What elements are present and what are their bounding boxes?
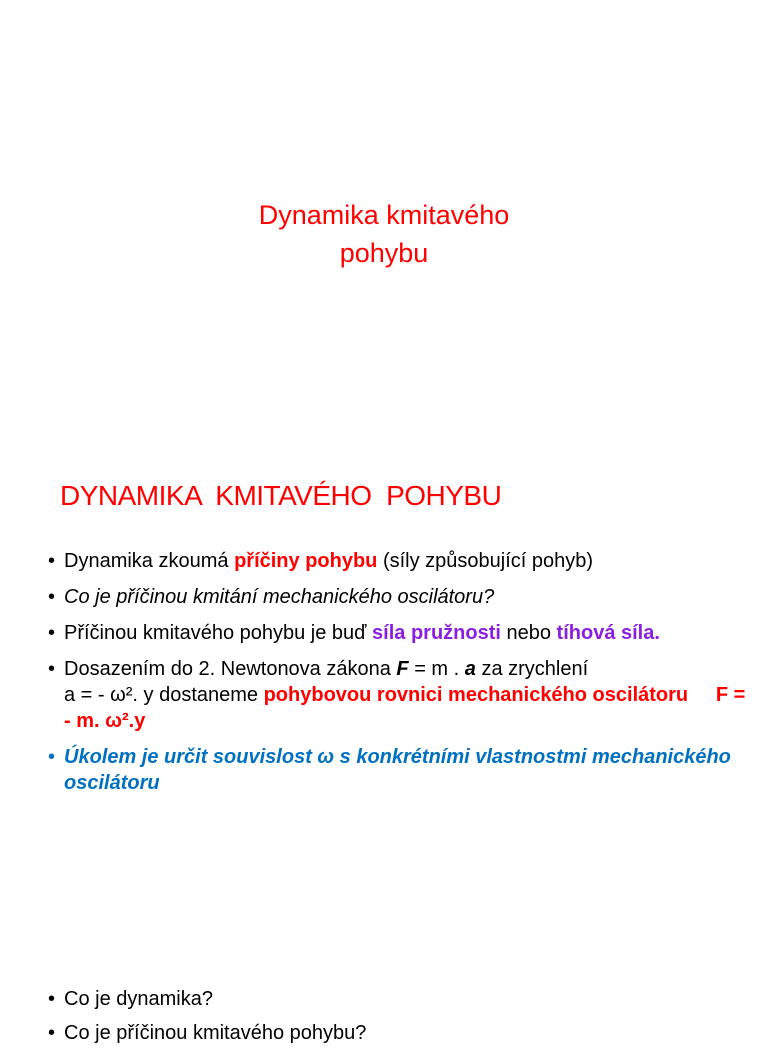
- slide-title: [0, 0, 768, 430]
- slide-content: [0, 430, 768, 950]
- bullet-text: Co je dynamika?: [64, 988, 213, 1010]
- bullet-text: (síly způsobující pohyb): [377, 550, 594, 572]
- highlight-red: pohybovou rovnici mechanického oscilátoru F = - m. ω².y: [64, 684, 751, 732]
- bullet-item: [46, 620, 746, 646]
- slide-heading: DYNAMIKA KMITAVÉHO POHYBU: [60, 480, 502, 511]
- bullet-text: Dynamika zkoumá: [64, 550, 235, 572]
- slide-title-heading: [0, 196, 768, 272]
- bullet-text: za zrychlení: [475, 658, 589, 680]
- slide-questions: [0, 950, 768, 1044]
- bullet-item: [46, 584, 746, 610]
- title-line-1: Dynamika kmitavého: [258, 200, 510, 230]
- bullet-text: Dosazením do 2. Newtonova zákona: [64, 658, 397, 680]
- bullet-item: [46, 986, 746, 1012]
- bullet-question: Co je příčinou kmitání mechanického oscilátoru?: [64, 586, 495, 608]
- bullet-item: [46, 656, 751, 734]
- bullet-list: [46, 548, 751, 806]
- bullet-text: = m .: [408, 658, 465, 680]
- bullet-list: [46, 986, 746, 1054]
- highlight-red: příčiny pohybu: [234, 550, 378, 572]
- bullet-item: [46, 744, 746, 796]
- symbol-force: F: [396, 658, 409, 680]
- bullet-text: nebo: [500, 622, 557, 644]
- bullet-text: Příčinou kmitavého pohybu je buď: [64, 622, 373, 644]
- bullet-item: [46, 548, 746, 574]
- highlight-purple: síla pružnosti: [372, 622, 501, 644]
- bullet-text: a = - ω². y dostaneme: [64, 684, 264, 706]
- highlight-blue: Úkolem je určit souvislost ω s konkrétními vlastnostmi mechanického oscilátoru: [64, 746, 731, 794]
- bullet-text: Co je příčinou kmitavého pohybu?: [64, 1022, 367, 1044]
- title-line-2: pohybu: [339, 238, 429, 268]
- symbol-acceleration: a: [464, 658, 476, 680]
- highlight-purple: tíhová síla.: [556, 622, 660, 644]
